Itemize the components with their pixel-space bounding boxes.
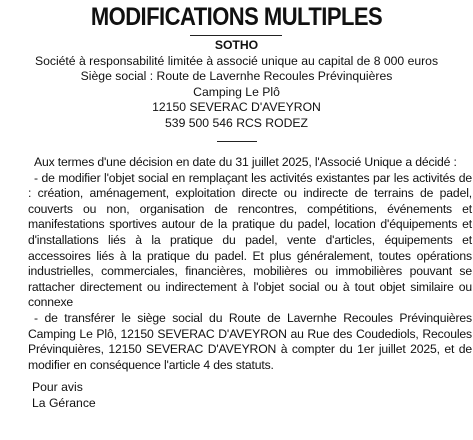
signoff	[32, 380, 96, 411]
title-divider	[190, 35, 282, 36]
decision-item-object: - de modifier l'objet social en remplaçant les activités existantes par les activités de : création, aménagement, exploitation directe ou indirecte de terrains de padel, couverts ou non, organisation de rencontres, compétitions, événements et manifestations sportives autour de la pratique du padel, location d'équipements et d'installations liés à la pratique du padel, vente d'articles, équipements et accessoires liés à la pratique du padel. Et plus généralement, toutes opérations industrielles, commerciales, financières, mobilières ou immobilières pouvant se rattacher directement ou indirectement à l'objet social ou à tout objet similaire ou connexe	[28, 170, 472, 310]
header-divider	[217, 141, 257, 142]
company-address-line-3: 12150 SEVERAC D'AVEYRON	[152, 100, 321, 114]
decision-item-transfer: - de transférer le siège social du Route de Lavernhe Recoules Prévinquières Camping Le Plô, 12150 SEVERAC D'AVEYRON au Rue des Coudediols, Recoules Prévinquières, 12150 SEVERAC D'AVEYRON à compter du 1er juillet 2025, et de modifier en conséquence l'article 4 des statuts.	[28, 310, 472, 372]
company-registration: 539 500 546 RCS RODEZ	[165, 115, 308, 130]
signoff-line-2: La Gérance	[32, 395, 96, 410]
company-address-line-2: Camping Le Plô	[193, 84, 280, 99]
company-header	[0, 38, 473, 131]
notice-body	[28, 155, 472, 373]
signoff-line-1: Pour avis	[32, 380, 83, 394]
company-name: SOTHO	[214, 38, 259, 52]
company-address-line-1: Siège social : Route de Lavernhe Recoules Prévinquières	[80, 69, 393, 83]
decision-intro: Aux termes d'une décision en date du 31 juillet 2025, l'Associé Unique a décidé :	[34, 155, 457, 169]
notice-title: MODIFICATIONS MULTIPLES	[90, 3, 383, 31]
company-legal-form: Société à responsabilité limitée à associé unique au capital de 8 000 euros	[34, 53, 439, 68]
